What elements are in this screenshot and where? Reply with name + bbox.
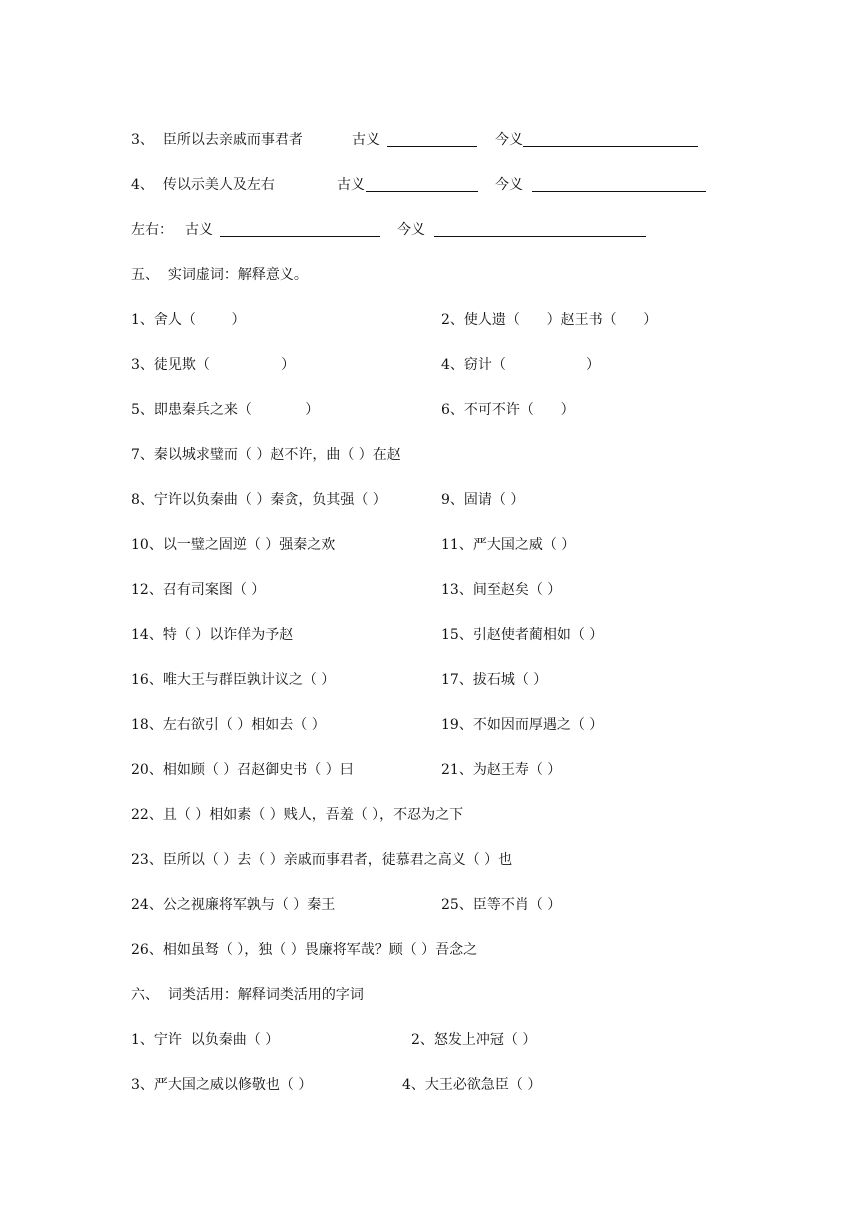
- question-item: 25、臣等不肖（ ）: [441, 897, 562, 913]
- section-5-heading: 五、 实词虚词：解释意义。: [131, 267, 308, 283]
- jin-label: 今义: [495, 132, 523, 148]
- gu-answer-blank[interactable]: [220, 222, 380, 237]
- gu-label: 古义: [337, 177, 365, 193]
- question-item: 1、宁许 以负秦曲（ ）: [131, 1032, 280, 1048]
- question-item: 9、固请（ ）: [441, 492, 525, 508]
- question-item: 4、窃计（ ）: [441, 357, 601, 373]
- question-item: 21、为赵王寿（ ）: [441, 762, 562, 778]
- question-item: 26、相如虽驽（ ），独（ ）畏廉将军哉？顾（ ）吾念之: [131, 942, 478, 958]
- question-item: 14、特（ ）以诈佯为予赵: [131, 627, 294, 643]
- question-item: 3、徒见欺（ ）: [131, 357, 296, 373]
- question-item: 24、公之视廉将军孰与（ ）秦王: [131, 897, 336, 913]
- question-item: 13、间至赵矣（ ）: [441, 582, 562, 598]
- question-item: 3、严大国之威以修敬也（ ）: [131, 1077, 313, 1093]
- question-item: 22、且（ ）相如素（ ）贱人，吾羞（ ），不忍为之下: [131, 807, 464, 823]
- vocab-item-zuoyou: [131, 222, 173, 240]
- question-item: 20、相如顾（ ）召赵御史书（ ）曰: [131, 762, 354, 778]
- vocab-item-number: 4、: [131, 177, 154, 193]
- question-item: 11、严大国之威（ ）: [441, 537, 576, 553]
- vocab-item-4: [131, 177, 275, 195]
- question-item: 19、不如因而厚遇之（ ）: [441, 717, 604, 733]
- question-item: 4、大王必欲急臣（ ）: [402, 1077, 542, 1093]
- jin-label: 今义: [495, 177, 523, 193]
- gu-answer-blank[interactable]: [366, 177, 478, 192]
- section-6-heading: 六、 词类活用：解释词类活用的字词: [131, 987, 364, 1003]
- jin-answer-blank[interactable]: [532, 177, 706, 192]
- vocab-item-phrase: 左右：: [131, 222, 173, 238]
- vocab-item-3: [131, 132, 303, 150]
- jin-answer-blank[interactable]: [434, 222, 646, 237]
- question-item: 8、宁许以负秦曲（ ）秦贪，负其强（ ）: [131, 492, 387, 508]
- question-item: 6、不可不许（ ）: [441, 402, 575, 418]
- gu-label: 古义: [185, 222, 213, 238]
- question-item: 17、拔石城（ ）: [441, 672, 548, 688]
- question-item: 5、即患秦兵之来（ ）: [131, 402, 320, 418]
- question-item: 15、引赵使者蔺相如（ ）: [441, 627, 604, 643]
- vocab-item-number: 3、: [131, 132, 154, 148]
- question-item: 18、左右欲引（ ）相如去（ ）: [131, 717, 326, 733]
- vocab-item-phrase: 传以示美人及左右: [162, 177, 275, 193]
- jin-answer-blank[interactable]: [523, 132, 698, 147]
- question-item: 10、以一璧之固逆（ ）强秦之欢: [131, 537, 336, 553]
- question-item: 23、臣所以（ ）去（ ）亲戚而事君者，徒慕君之高义（ ）也: [131, 852, 513, 868]
- question-item: 2、怒发上冲冠（ ）: [411, 1032, 537, 1048]
- jin-label: 今义: [397, 222, 425, 238]
- gu-answer-blank[interactable]: [387, 132, 477, 147]
- vocab-item-phrase: 臣所以去亲戚而事君者: [162, 132, 303, 148]
- gu-label: 古义: [352, 132, 380, 148]
- question-item: 7、秦以城求璧而（ ）赵不许，曲（ ）在赵: [131, 447, 401, 463]
- question-item: 1、舍人（ ）: [131, 312, 246, 328]
- question-item: 2、使人遗（ ）赵王书（ ）: [441, 312, 658, 328]
- question-item: 12、召有司案图（ ）: [131, 582, 266, 598]
- question-item: 16、唯大王与群臣孰计议之（ ）: [131, 672, 336, 688]
